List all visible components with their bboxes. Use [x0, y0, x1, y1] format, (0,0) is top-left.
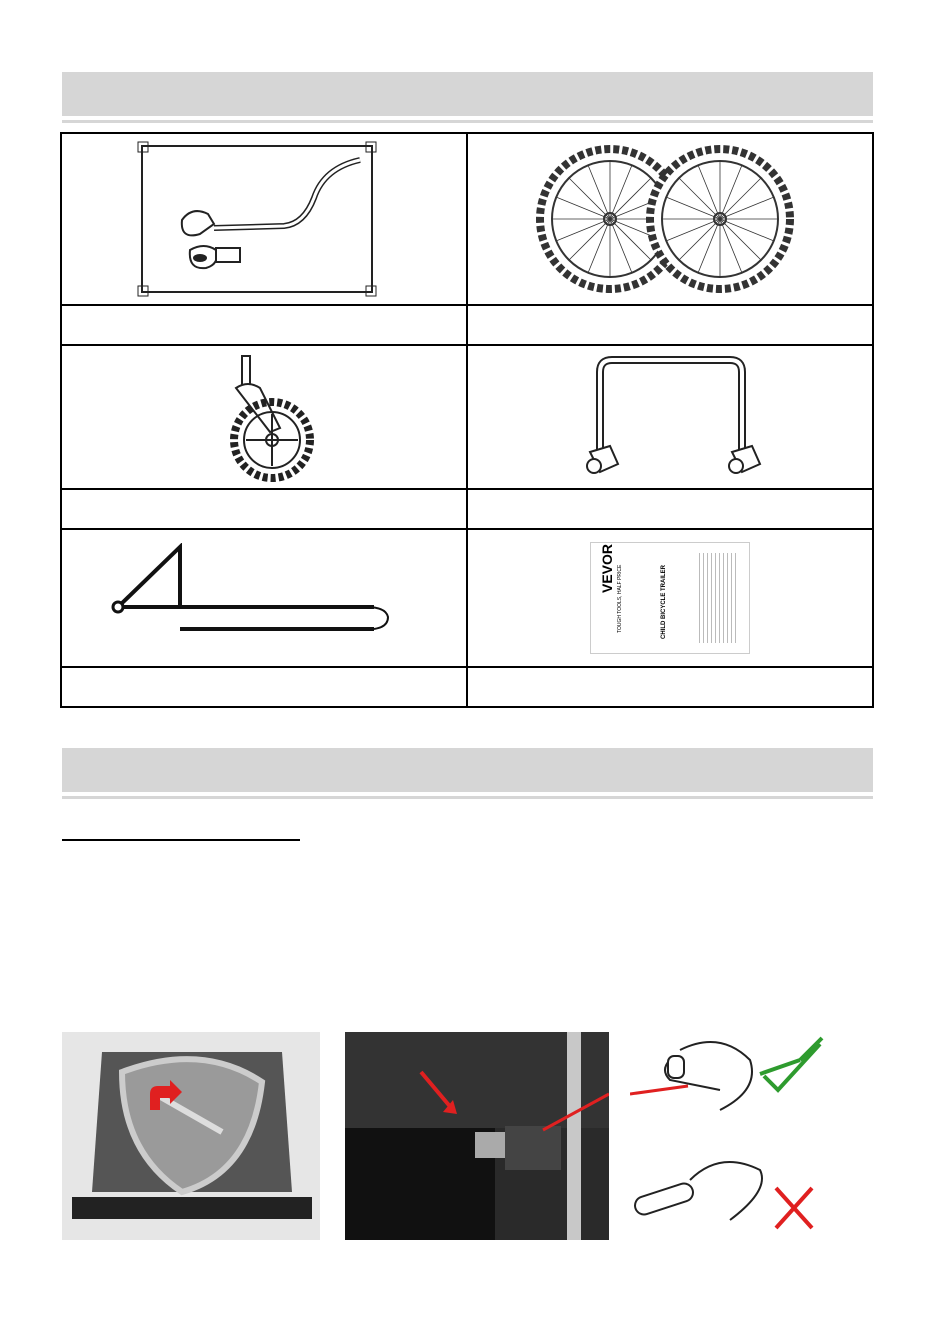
- header-divider: [62, 120, 873, 123]
- parts-list-header-bar: [62, 72, 873, 116]
- part-image-cell-5: [61, 529, 467, 667]
- manual-body-text: [699, 553, 739, 643]
- part-image-cell-4: [467, 345, 873, 489]
- manual-icon: [590, 542, 750, 654]
- part-label-3: [61, 489, 467, 529]
- manual-tagline: TOUGH TOOLS, HALF PRICE: [617, 564, 623, 633]
- part-label-5: [61, 667, 467, 707]
- pin-comparison-icon: [630, 1030, 842, 1240]
- wheels-icon: [520, 144, 820, 294]
- folded-trailer-photo-icon: [62, 1032, 320, 1240]
- part-image-cell-2: [467, 133, 873, 305]
- safety-flag-icon: [104, 543, 424, 653]
- manual-product: CHILD BICYCLE TRAILER: [661, 565, 667, 639]
- pin-comparison-illustration: [630, 1030, 842, 1240]
- front-stroller-wheel-icon: [214, 352, 314, 482]
- part-label-4: [467, 489, 873, 529]
- parts-table: [60, 132, 874, 708]
- frame-clamp-photo: [345, 1032, 609, 1240]
- hitch-arm-kit-icon: [134, 138, 394, 300]
- manual-brand: VEVOR: [599, 543, 615, 593]
- assembly-header-bar: [62, 748, 873, 792]
- header-divider-2: [62, 796, 873, 799]
- push-handle-icon: [570, 352, 770, 482]
- part-image-cell-6: [467, 529, 873, 667]
- frame-clamp-photo-icon: [345, 1032, 609, 1240]
- folded-trailer-photo: [62, 1032, 320, 1240]
- part-label-6: [467, 667, 873, 707]
- part-image-cell-3: [61, 345, 467, 489]
- part-label-1: [61, 305, 467, 345]
- part-label-2: [467, 305, 873, 345]
- part-image-cell-1: [61, 133, 467, 305]
- step-title-underline: [62, 839, 300, 841]
